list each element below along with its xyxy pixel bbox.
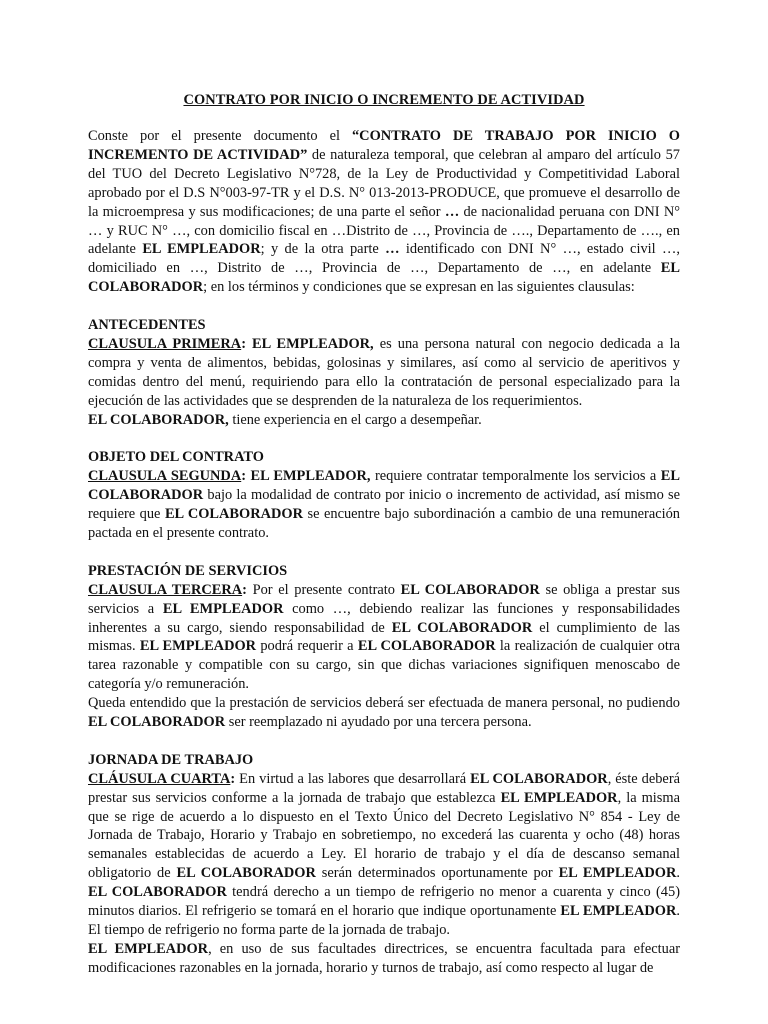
party-collaborator: EL COLABORADOR: [88, 260, 680, 296]
clause-text: .: [676, 865, 680, 882]
clause-segunda: [88, 467, 680, 543]
employer-name-placeholder: …: [444, 203, 460, 220]
clause-label: CLAUSULA SEGUNDA: [88, 468, 242, 485]
clause-tercera: [88, 581, 680, 694]
party-employer: EL EMPLEADOR: [162, 600, 284, 617]
clause-label: CLÁUSULA CUARTA: [88, 770, 231, 787]
clause-text: requiere contratar temporalmente los servicios a: [370, 468, 661, 485]
party-collaborator: EL COLABORADOR: [470, 770, 608, 787]
section-heading-jornada: JORNADA DE TRABAJO: [88, 751, 254, 768]
section-heading-antecedentes: ANTECEDENTES: [88, 317, 206, 334]
clause-colon: :: [230, 770, 236, 787]
intro-text: identificado con DNI N° …, estado civil …, domiciliado en …, Distrito de …, Provincia de …, Departamento de …, en adelante: [88, 241, 680, 277]
collaborator-name-placeholder: …: [385, 241, 400, 258]
clause-tercera-note: [88, 694, 680, 732]
clause-text: podrá requerir a: [256, 638, 358, 655]
intro-text: Conste por el presente documento el: [88, 128, 352, 144]
clause-text: es una persona natural con negocio dedicada a la compra y venta de alimentos, bebidas, golosinas y similares, así como al servicio de aperitivos y comidas dentro del menú, requiriendo para ello la contratación de personal especializado para la ejecución de las actividades que se desprenden de la naturaleza de los requerimientos.: [88, 335, 680, 409]
clause-label: CLAUSULA TERCERA: [88, 581, 243, 598]
clause-text: como …, debiendo realizar las funciones y responsabilidades inherentes a su cargo, siendo responsabilidad de: [88, 600, 680, 636]
party-collaborator: EL COLABORADOR: [88, 714, 226, 731]
intro-paragraph: [88, 127, 680, 297]
party-collaborator: EL COLABORADOR: [391, 619, 533, 636]
party-employer: EL EMPLEADOR: [139, 638, 257, 655]
party-collaborator: EL COLABORADOR: [176, 865, 316, 882]
party-employer: EL EMPLEADOR: [558, 865, 677, 882]
party-collaborator: EL COLABORADOR: [357, 638, 496, 655]
clause-colon: :: [241, 335, 246, 352]
section-heading-objeto: OBJETO DEL CONTRATO: [88, 449, 264, 466]
intro-text: de naturaleza temporal, que celebran al amparo del artículo 57 del TUO del Decreto Legislativo N°728, de la Ley de Productividad y Competitividad Laboral aprobado por el D.S N°003-97-TR y el D.S. N° 013-2013-PRODUCE, que promueve el desarrollo de la microempresa y sus modificaciones; de una parte el señor: [88, 146, 680, 220]
party-employer: EL EMPLEADOR: [88, 940, 209, 957]
clause-primera: [88, 335, 680, 411]
clause-text: bajo la modalidad de contrato por inicio o incremento de actividad, así mismo se requiere que: [88, 487, 680, 523]
clause-text: , éste deberá prestar sus servicios conforme a la jornada de trabajo que establezca: [88, 770, 681, 806]
clause-text: , en uso de sus facultades directrices, se encuentra facultada para efectuar modificaciones razonables en la jornada, horario y turnos de trabajo, así como respecto al lugar de: [88, 940, 680, 976]
clause-text: la realización de cualquier otra tarea razonable y compatible con su cargo, sin que dichas variaciones signifiquen menoscabo de categoría y/o remuneración.: [88, 638, 680, 693]
party-employer: EL EMPLEADOR,: [245, 335, 374, 352]
clause-text: tendrá derecho a un tiempo de refrigerio no menor a cuarenta y cinco (45) minutos diarios. El refrigerio se tomará en el horario que indique oportunamente: [88, 884, 680, 920]
clause-text: Por el presente contrato: [246, 581, 401, 598]
clause-text: el cumplimiento de las mismas.: [88, 619, 680, 655]
spacer: [88, 543, 680, 562]
spacer: [88, 429, 680, 448]
party-employer: EL EMPLEADOR,: [246, 468, 371, 485]
clause-text: , la misma que se rige de acuerdo a lo dispuesto en el Texto Único del Decreto Legislativo N° 854 - Ley de Jornada de Trabajo, Horario y Trabajo en sobretiempo, no excederá las cuarenta y ocho (48) horas semanales establecidas de acuerdo a Ley. El horario de trabajo y el día de descanso semanal obligatorio de: [88, 789, 680, 882]
party-employer: EL EMPLEADOR: [142, 241, 261, 258]
clause-primera-note: [88, 411, 680, 430]
spacer: [88, 732, 680, 751]
party-employer: EL EMPLEADOR: [500, 789, 618, 806]
clause-cuarta: [88, 770, 680, 940]
clause-text: En virtud a las labores que desarrollará: [235, 770, 471, 787]
clause-text: tiene experiencia en el cargo a desempeñar.: [228, 411, 482, 428]
intro-text: ; y de la otra parte: [260, 241, 386, 258]
clause-text: serán determinados oportunamente por: [315, 865, 559, 882]
clause-colon: :: [241, 468, 247, 485]
party-collaborator: EL COLABORADOR: [164, 506, 303, 523]
clause-text: Queda entendido que la prestación de servicios deberá ser efectuada de manera personal, no pudiendo: [88, 695, 680, 712]
party-collaborator: EL COLABORADOR: [88, 468, 680, 504]
intro-text: de nacionalidad peruana con DNI N° … y RUC N° …, con domicilio fiscal en …Distrito de …, Provincia de …., Departamento de …., en adelante: [88, 203, 680, 258]
party-collaborator: EL COLABORADOR: [400, 581, 540, 598]
section-heading-prestacion: PRESTACIÓN DE SERVICIOS: [88, 562, 288, 579]
spacer: [88, 297, 680, 316]
clause-label: CLAUSULA PRIMERA: [88, 335, 242, 352]
clause-text: . El tiempo de refrigerio no forma parte de la jornada de trabajo.: [88, 903, 680, 938]
clause-text: se encuentre bajo subordinación a cambio de una remuneración pactada en el presente contrato.: [88, 506, 680, 541]
contract-name: “CONTRATO DE TRABAJO POR INICIO O INCREMENTO DE ACTIVIDAD”: [88, 128, 680, 163]
document-title: CONTRATO POR INICIO O INCREMENTO DE ACTIVIDAD: [183, 92, 585, 108]
clause-cuarta-note: [88, 940, 680, 978]
clause-text: ser reemplazado ni ayudado por una tercera persona.: [225, 714, 532, 731]
party-collaborator: EL COLABORADOR,: [88, 411, 229, 428]
clause-colon: :: [242, 581, 247, 598]
clause-text: se obliga a prestar sus servicios a: [88, 581, 680, 617]
party-collaborator: EL COLABORADOR: [88, 884, 227, 901]
intro-text: ; en los términos y condiciones que se expresan en las siguientes clausulas:: [203, 279, 635, 296]
party-employer: EL EMPLEADOR: [560, 903, 677, 920]
